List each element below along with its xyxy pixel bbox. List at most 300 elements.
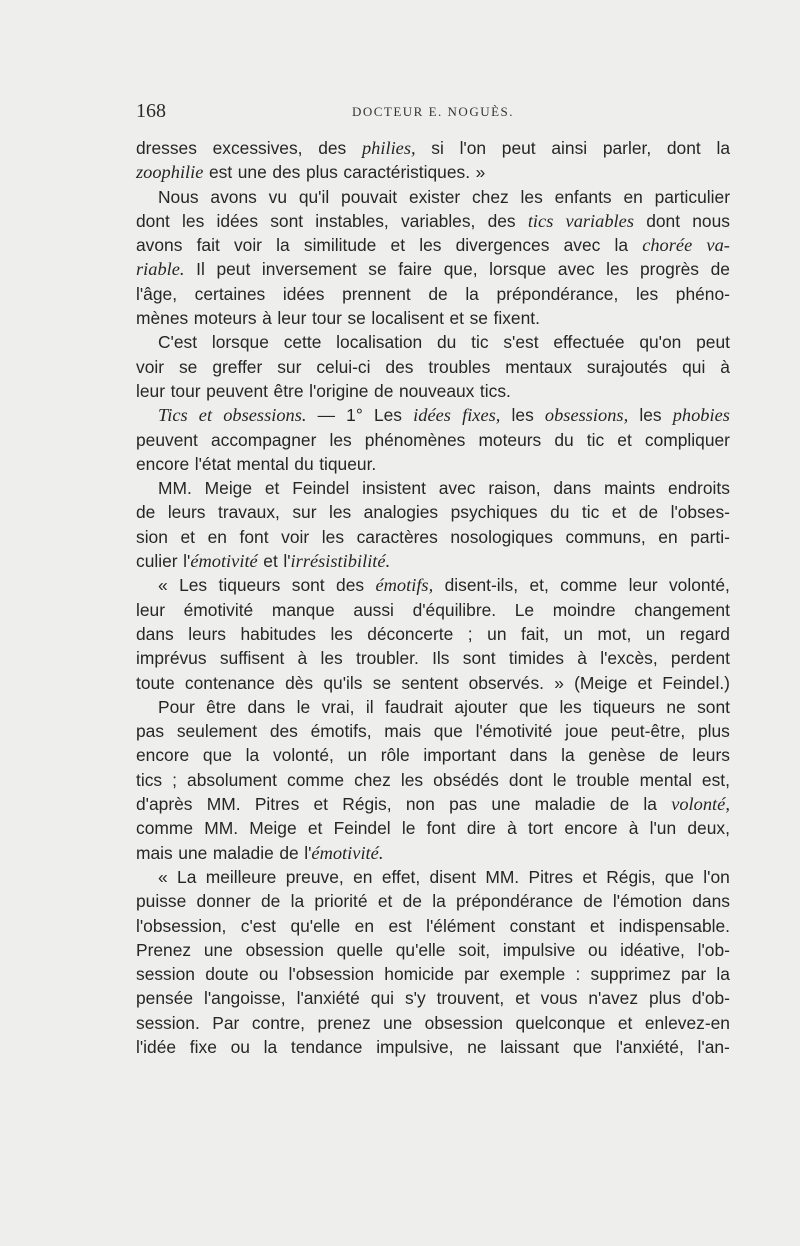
word: impulsive <box>502 939 576 960</box>
word: trouvent, <box>436 988 505 1009</box>
text-line <box>136 646 730 670</box>
word: Pitres <box>254 794 300 815</box>
word: tics <box>136 769 163 790</box>
word: des <box>272 162 301 183</box>
word: rôle <box>380 745 410 766</box>
word: sur <box>277 356 302 377</box>
text-line <box>136 355 730 379</box>
word: sont <box>462 648 496 669</box>
text-line <box>136 792 730 816</box>
word: sont <box>697 696 730 717</box>
word: dans <box>509 745 548 766</box>
word: Feindel.) <box>662 672 730 693</box>
word: meilleure <box>205 866 277 887</box>
word: phobies <box>672 405 730 426</box>
text-line <box>136 428 730 452</box>
text-line <box>136 962 730 986</box>
word: dire <box>466 818 496 839</box>
word: ne <box>467 1036 487 1057</box>
text-line <box>136 841 730 865</box>
word: la <box>432 891 446 912</box>
word: la <box>263 1036 278 1057</box>
word: la <box>561 745 575 766</box>
word: et <box>264 478 280 499</box>
word: tics <box>527 210 554 231</box>
word: mènes <box>136 308 189 329</box>
word: homicide <box>384 964 454 985</box>
word: voir <box>281 526 310 547</box>
text-line <box>136 525 730 549</box>
word: se <box>372 672 392 693</box>
text-line <box>136 986 730 1010</box>
word: une <box>383 1012 413 1033</box>
word: excessives, <box>212 138 303 158</box>
word: dont <box>508 769 543 790</box>
word: leurs <box>167 502 206 523</box>
text-line <box>136 500 730 524</box>
word: encore <box>136 745 190 766</box>
word: dont <box>666 138 701 158</box>
text-line <box>136 865 730 889</box>
word: (Meige <box>574 672 628 693</box>
word: absolument <box>187 769 277 790</box>
word: à <box>507 818 517 839</box>
word: comme <box>287 769 345 790</box>
word: donner <box>196 891 251 912</box>
word: tort <box>527 818 554 839</box>
word: enfants <box>554 186 612 207</box>
word: et <box>307 818 323 839</box>
word: qu'ils <box>323 672 363 693</box>
word: et <box>617 1012 633 1033</box>
word: avec <box>557 259 595 280</box>
text-line <box>136 136 730 160</box>
word: la <box>465 283 479 304</box>
word: de <box>583 891 603 912</box>
text-line <box>136 914 730 938</box>
word: de <box>609 794 630 815</box>
word: obsession <box>245 939 324 960</box>
text-line <box>136 233 730 257</box>
word: s'est <box>503 332 539 353</box>
word: émotifs, <box>310 721 372 742</box>
word: leur <box>136 599 165 620</box>
word: les <box>559 696 582 717</box>
word: — <box>317 405 336 426</box>
word: s'y <box>404 988 426 1009</box>
word: les <box>511 405 534 426</box>
word: manque <box>271 599 335 620</box>
word: vous <box>540 988 578 1009</box>
word: et <box>313 794 329 815</box>
word: et <box>377 891 393 912</box>
text-line <box>136 889 730 913</box>
word: variables <box>565 210 634 231</box>
word: MM. <box>206 794 241 815</box>
word: les <box>606 259 629 280</box>
word: et <box>589 915 605 936</box>
word: et <box>198 405 213 426</box>
word: priorité <box>314 891 368 912</box>
body-text <box>136 136 730 1059</box>
word: tic <box>586 429 605 450</box>
word: Prenez <box>136 939 192 960</box>
text-line <box>136 257 730 281</box>
word: soit, <box>458 939 491 960</box>
word: en <box>658 526 678 547</box>
word: fixes, <box>462 405 501 426</box>
word: d'équilibre. <box>412 599 497 620</box>
word: ne <box>666 696 686 717</box>
word: une <box>203 939 233 960</box>
word: maladie <box>212 842 274 863</box>
word: obsessions. <box>223 405 307 426</box>
word: qu'il <box>298 186 330 207</box>
word: la <box>643 794 657 815</box>
text-line <box>136 330 730 354</box>
word: idées <box>413 405 451 426</box>
word: analogies <box>363 502 439 523</box>
word: seulement <box>176 721 258 742</box>
page-header <box>136 100 730 126</box>
word: deux, <box>687 818 730 839</box>
word: émotivité <box>183 599 254 620</box>
word: nosologiques <box>450 526 553 547</box>
word: dès <box>285 672 314 693</box>
word: à <box>628 818 639 839</box>
word: de <box>402 891 422 912</box>
word: caractères <box>356 526 438 547</box>
word: obsédés <box>433 769 499 790</box>
word: l'origine <box>309 380 369 401</box>
word: peut <box>216 259 251 280</box>
word: raison, <box>488 478 541 499</box>
word: ou <box>258 964 279 985</box>
word: endroits <box>668 478 730 499</box>
word: l'élément <box>426 915 496 936</box>
word: localisent <box>371 308 444 329</box>
word: à <box>577 648 587 669</box>
word: disent-ils, <box>444 575 519 596</box>
word: Pour <box>158 696 195 717</box>
word: accompagner <box>210 429 317 450</box>
word: Pitres <box>528 866 573 887</box>
word: dans <box>692 891 730 912</box>
word: philies, <box>361 138 416 158</box>
word: par <box>464 964 490 985</box>
word: voir <box>136 356 165 377</box>
word: session. <box>136 1012 200 1033</box>
word: dont <box>646 210 681 231</box>
word: il <box>365 696 374 717</box>
word: tour <box>170 380 201 401</box>
text-line <box>136 1035 730 1059</box>
word: si <box>431 138 444 158</box>
word: de <box>659 745 679 766</box>
word: instables, <box>315 210 389 231</box>
word: pouvait <box>341 186 398 207</box>
word: de <box>374 380 394 401</box>
word: l'ob- <box>697 939 730 960</box>
word: enlevez-en <box>644 1012 730 1033</box>
word: troubles <box>428 356 491 377</box>
word: parti- <box>690 526 730 547</box>
word: encore <box>136 453 190 474</box>
word: que <box>202 745 232 766</box>
word: de <box>279 842 299 863</box>
word: trouble <box>576 769 630 790</box>
word: localisation <box>336 332 423 353</box>
word: certaines <box>194 283 266 304</box>
word: la <box>245 745 260 766</box>
word: changement <box>634 599 730 620</box>
word: « <box>158 575 168 596</box>
word: mental <box>236 453 289 474</box>
word: peut <box>501 138 536 158</box>
word: être <box>206 696 237 717</box>
word: par <box>681 964 707 985</box>
text-line <box>136 306 730 330</box>
word: se <box>178 356 198 377</box>
word: de <box>710 259 730 280</box>
word: les <box>520 186 543 207</box>
word: plus <box>697 721 730 742</box>
word: volonté, <box>272 745 334 766</box>
word: les <box>330 623 353 644</box>
word: leurs <box>692 745 730 766</box>
word: regard <box>679 623 730 644</box>
word: exemple <box>499 964 566 985</box>
word: Feindel <box>292 478 350 499</box>
word: » <box>554 672 564 693</box>
word: la <box>290 891 305 912</box>
text-line <box>136 938 730 962</box>
word: puisse <box>136 891 187 912</box>
word: l'obsession <box>288 964 375 985</box>
word: tiqueurs <box>218 575 281 596</box>
word: sur <box>292 502 317 523</box>
word: déconcerte <box>367 623 454 644</box>
word: et <box>449 308 465 329</box>
word: une <box>178 842 208 863</box>
word: avons <box>136 235 183 256</box>
word: Meige <box>249 818 297 839</box>
word: effet, <box>381 866 421 887</box>
word: qu'on <box>639 332 682 353</box>
word: dans <box>247 696 286 717</box>
word: comme <box>136 818 194 839</box>
word: ; <box>172 769 177 790</box>
word: 1° <box>346 405 363 426</box>
text-line <box>136 743 730 767</box>
word: la <box>716 138 730 158</box>
word: joue <box>565 721 598 742</box>
word: la <box>614 235 629 256</box>
word: du <box>554 429 574 450</box>
word: et <box>180 526 196 547</box>
word: doute <box>205 964 249 985</box>
word: observés. <box>468 672 544 693</box>
word: peuvent <box>206 380 268 401</box>
word: ajouter <box>454 696 508 717</box>
word: quelle <box>336 939 384 960</box>
word: Nous <box>158 186 199 207</box>
word: prennent <box>342 283 411 304</box>
word: obsession <box>424 1012 503 1033</box>
word: une <box>491 794 521 815</box>
word: Régis, <box>342 794 392 815</box>
word: chorée <box>642 235 693 256</box>
word: session <box>136 964 195 985</box>
word: volonté, <box>668 575 730 596</box>
word: l'anxiété <box>296 988 360 1009</box>
word: que <box>519 696 549 717</box>
word: se <box>469 308 488 329</box>
word: insistent <box>362 478 426 499</box>
word: chez <box>471 186 509 207</box>
word: le <box>401 818 416 839</box>
word: l'un <box>649 818 677 839</box>
word: tics. <box>479 380 511 401</box>
word: mental <box>639 769 692 790</box>
word: prépondérance <box>456 891 574 912</box>
word: pas <box>136 721 165 742</box>
word: tic <box>471 332 489 353</box>
text-line <box>136 452 730 476</box>
word: imprévus <box>136 648 207 669</box>
word: volonté, <box>671 794 730 815</box>
text-line <box>136 549 730 573</box>
word: l'irrésistibilité. <box>283 551 391 572</box>
word: vrai, <box>321 696 355 717</box>
word: les <box>328 502 352 523</box>
word: de <box>260 891 281 912</box>
word: mais <box>384 721 422 742</box>
word: les <box>182 210 205 231</box>
word: travaux, <box>217 502 280 523</box>
word: faudrait <box>385 696 444 717</box>
word: l'idée <box>136 1036 177 1057</box>
word: faire <box>398 259 433 280</box>
word: zoophilie <box>136 162 204 183</box>
text-line <box>136 403 730 427</box>
word: de <box>136 502 156 523</box>
word: à <box>720 356 730 377</box>
word: greffer <box>212 356 263 377</box>
word: que <box>572 1036 602 1057</box>
word: et <box>637 672 653 693</box>
word: leur <box>136 380 165 401</box>
word: l'âge, <box>136 283 178 304</box>
word: sont <box>270 210 304 231</box>
word: et <box>582 866 597 887</box>
word: Les <box>373 405 402 426</box>
word: l'état <box>194 453 231 474</box>
word: tiqueur. <box>319 453 377 474</box>
word: les <box>419 235 442 256</box>
word: Ils <box>432 648 450 669</box>
word: qu'elle <box>395 939 446 960</box>
word: idées <box>216 210 259 231</box>
word: plus <box>305 162 338 183</box>
text-line <box>136 160 730 184</box>
word: lorsque <box>489 259 547 280</box>
word: comme <box>560 575 618 596</box>
word: en <box>207 526 227 547</box>
word: le <box>296 696 311 717</box>
text-line <box>136 185 730 209</box>
word: Par <box>212 1012 240 1033</box>
word: maladie <box>534 794 596 815</box>
word: contre, <box>251 1012 305 1033</box>
word: perdent <box>670 648 730 669</box>
word: le <box>552 769 567 790</box>
word: la <box>716 964 730 985</box>
word: à <box>262 308 272 329</box>
word: qu'elle <box>290 915 341 936</box>
word: prenez <box>317 1012 371 1033</box>
word: caractéristiques. <box>343 162 471 183</box>
word: est, <box>701 769 730 790</box>
word: prépondérance, <box>496 283 619 304</box>
word: du <box>437 332 457 353</box>
word: genèse <box>588 745 646 766</box>
text-line <box>136 1011 730 1035</box>
word: effectuée <box>553 332 625 353</box>
word: suffisent <box>219 648 285 669</box>
word: timides <box>508 648 564 669</box>
word: l'anxiété, <box>615 1036 684 1057</box>
word: fait <box>196 235 220 256</box>
word: c'est <box>240 915 276 936</box>
word: dans <box>136 623 174 644</box>
word: plus <box>649 988 681 1009</box>
word: une <box>237 162 267 183</box>
word: ou <box>230 1036 250 1057</box>
word: est <box>209 162 233 183</box>
word: impulsive, <box>376 1036 454 1057</box>
word: les <box>635 283 659 304</box>
word: sentent <box>401 672 459 693</box>
word: des <box>318 138 347 158</box>
word: nouveaux <box>398 380 475 401</box>
word: en <box>353 866 373 887</box>
word: tic <box>581 502 600 523</box>
word: Tics <box>158 405 188 426</box>
text-line <box>136 209 730 233</box>
word: : <box>575 964 581 985</box>
word: l'on <box>459 138 487 158</box>
word: quelconque <box>515 1012 606 1033</box>
word: communs, <box>565 526 646 547</box>
word: pensée <box>136 988 194 1009</box>
text-line <box>136 598 730 622</box>
word: l'on <box>703 866 730 887</box>
text-line <box>136 379 730 403</box>
word: chez <box>354 769 391 790</box>
word: riable. <box>136 259 185 280</box>
word: de <box>428 283 448 304</box>
word: Régis, <box>606 866 656 887</box>
word: » <box>475 162 486 183</box>
word: est <box>388 915 412 936</box>
word: variables, <box>400 210 476 231</box>
word: les <box>400 769 424 790</box>
word: l'émotion <box>612 891 682 912</box>
word: mais <box>136 842 173 863</box>
word: inversement <box>261 259 357 280</box>
word: un <box>487 623 507 644</box>
